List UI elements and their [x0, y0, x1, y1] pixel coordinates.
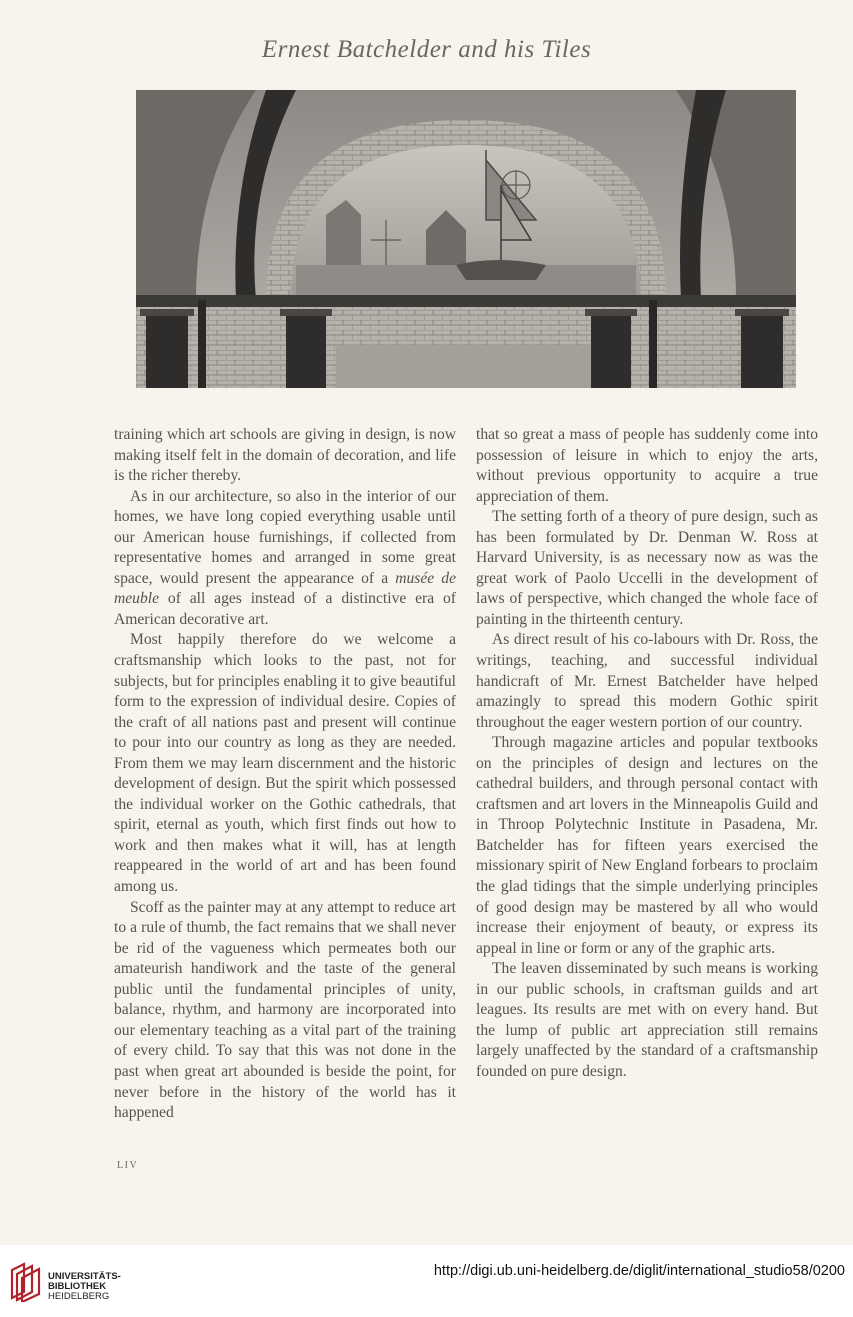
paragraph: Most happily therefore do we welcome a craftsmanship which looks to the past, not for subjects, but for principles enabling it to give beautiful form to the expression of individual desire. Copies of the craft of all nations past and present will continue to pour into our country as long as they are needed. From them we may learn discernment and the historic development of design. But the spirit which possessed the individual worker on the Gothic cathedrals, that spirit, eternal as youth, which first finds out how to work and then makes what it will, has at length reappeared in the world of art and has been found among us. [114, 631, 456, 896]
library-line: HEIDELBERG [48, 1291, 110, 1302]
university-library-logo-icon [8, 1262, 42, 1302]
digitization-footer [0, 1245, 853, 1317]
paragraph: The setting forth of a theory of pure design, such as has been formulated by Dr. Denman W. Ross at Harvard University, is as necessary now as was the great work of Paolo Uccelli in the development of laws of perspective, which changed the whole face of painting in the thirteenth century. [476, 508, 818, 628]
paragraph-part: of all ages instead of a distinctive era of American decorative art. [114, 590, 457, 628]
arched-tile-mural-illustration [136, 90, 796, 388]
paragraph: As direct result of his co-labours with Dr. Ross, the writings, teaching, and successful individual handicraft of Mr. Ernest Batchelder have helped amazingly to spread this modern Gothic spirit throughout the eager western portion of our country. [476, 631, 818, 731]
library-line: BIBLIOTHEK [48, 1281, 107, 1292]
running-header: Ernest Batchelder and his Tiles [261, 36, 592, 63]
tile-mural-photograph [136, 90, 796, 388]
paragraph: Through magazine articles and popular textbooks on the principles of design and lectures on the cathedral builders, and through personal contact with craftsmen and art lovers in the Minneapolis Guild and in Throop Polytechnic Institute in Pasadena, Mr. Batchelder has for fifteen years exercised the missionary spirit of New England forbears to proclaim the glad tidings that the simple underlying principles of good design may be mastered by all who would increase their enjoyment of beauty, or express its appeal in line or form or any of the graphic arts. [476, 734, 818, 957]
right-text-column [476, 425, 818, 1083]
source-url-link[interactable]: http://digi.ub.uni-heidelberg.de/diglit/international_studio58/0200 [433, 1263, 845, 1279]
page-number: LIV [117, 1160, 139, 1171]
paragraph: that so great a mass of people has suddenly come into possession of leisure in which to enjoy the arts, without previous opportunity to acquire a true appreciation of them. [476, 426, 818, 505]
library-line: UNIVERSITÄTS- [48, 1271, 121, 1282]
library-name [48, 1272, 121, 1302]
paragraph [114, 487, 456, 631]
paragraph: training which art schools are giving in design, is now making itself felt in the domain of decoration, and life is the richer thereby. [114, 426, 456, 485]
paragraph: The leaven disseminated by such means is working in our public schools, in craftsman guilds and art leagues. Its results are met with on every hand. But the lump of public art appreciation still remains largely unaffected by the standard of a craftsmanship founded on pure design. [476, 960, 818, 1080]
left-text-column [114, 425, 456, 1124]
paragraph-part: As in our architecture, so also in the interior of our homes, we have long copied everything usable until our American house furnishings, if collected from representative homes and arranged in some great space, would present the appearance of a [114, 487, 456, 587]
paragraph: Scoff as the painter may at any attempt to reduce art to a rule of thumb, the fact remains that we shall never be rid of the vagueness which permeates both our amateurish handiwork and the taste of the general public until the fundamental principles of unity, balance, rhythm, and harmony are incorporated into our elementary teaching as a vital part of the training of every child. To say that this was not done in the past when great art abounded is beside the point, for never before in the history of the world has it happened [114, 898, 456, 1122]
italic-phrase: musée de meuble [114, 569, 456, 608]
